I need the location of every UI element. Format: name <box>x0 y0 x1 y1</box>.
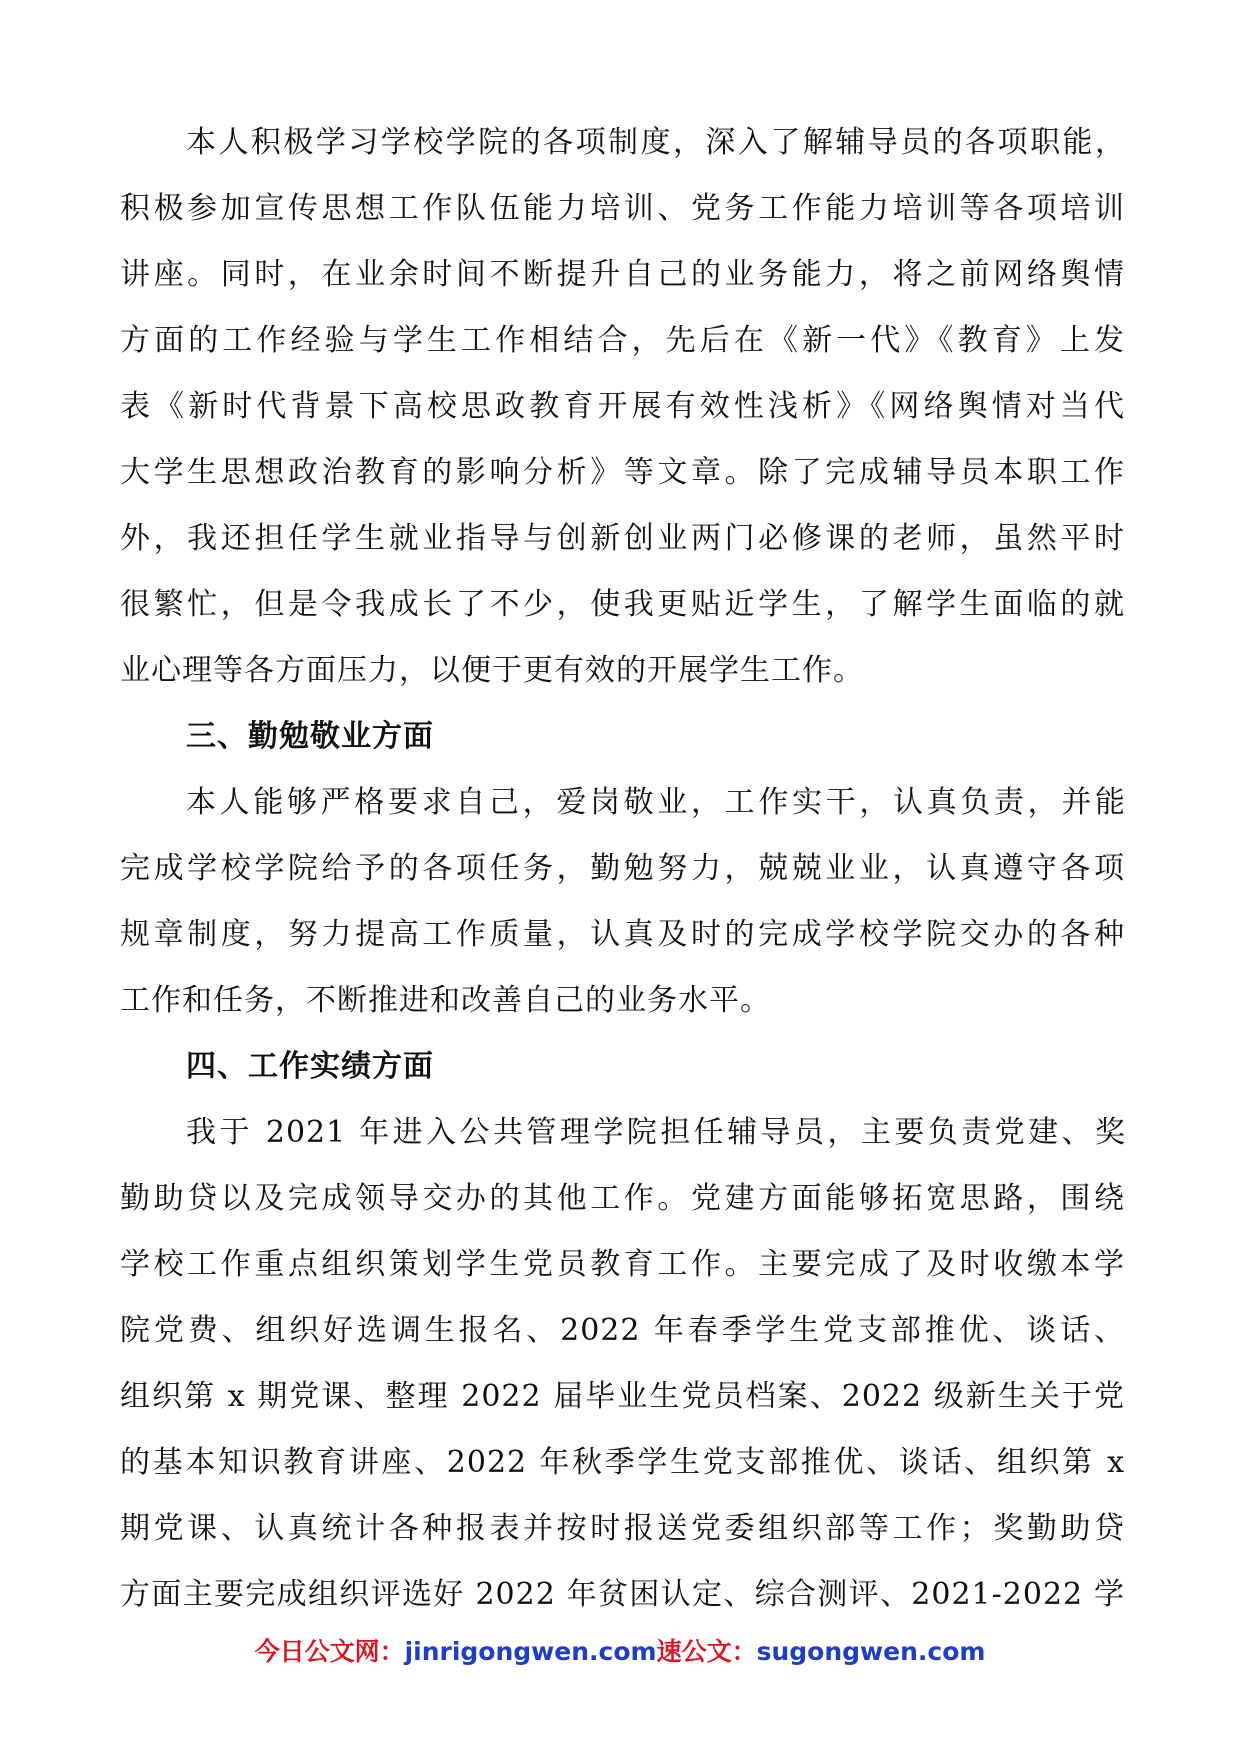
paragraph-line: 业心理等各方面压力，以便于更有效的开展学生工作。 <box>120 653 864 688</box>
paragraph-line: 方面的工作经验与学生工作相结合，先后在《新一代》《教育》上发 <box>120 323 1125 358</box>
paragraph-line: 我于 2021 年进入公共管理学院担任辅导员，主要负责党建、奖 <box>186 1115 1126 1150</box>
paragraph-line: 勤助贷以及完成领导交办的其他工作。党建方面能够拓宽思路，围绕 <box>120 1181 1125 1216</box>
paragraph-line: 积极参加宣传思想工作队伍能力培训、党务工作能力培训等各项培训 <box>120 191 1125 226</box>
footer-site-label-2: 速公文： <box>656 1637 757 1666</box>
footer-site-label-1: 今日公文网： <box>254 1637 405 1666</box>
paragraph-line: 规章制度，努力提高工作质量，认真及时的完成学校学院交办的各种 <box>120 917 1125 952</box>
paragraph-line: 期党课、认真统计各种报表并按时报送党委组织部等工作；奖勤助贷 <box>120 1511 1125 1546</box>
paragraph-line: 完成学校学院给予的各项任务，勤勉努力，兢兢业业，认真遵守各项 <box>120 851 1125 886</box>
footer-site-domain-1[interactable]: jinrigongwen.com <box>404 1637 657 1666</box>
paragraph-line: 组织第 x 期党课、整理 2022 届毕业生党员档案、2022 级新生关于党 <box>120 1379 1125 1414</box>
paragraph-line: 工作和任务，不断推进和改善自己的业务水平。 <box>120 983 771 1018</box>
paragraph-line: 表《新时代背景下高校思政教育开展有效性浅析》《网络舆情对当代 <box>120 389 1125 424</box>
paragraph-line: 学校工作重点组织策划学生党员教育工作。主要完成了及时收缴本学 <box>120 1247 1125 1282</box>
paragraph-line: 大学生思想政治教育的影响分析》等文章。除了完成辅导员本职工作 <box>120 455 1125 490</box>
footer-site-domain-2[interactable]: sugongwen.com <box>756 1637 986 1666</box>
paragraph-line: 很繁忙，但是令我成长了不少，使我更贴近学生，了解学生面临的就 <box>120 587 1125 622</box>
paragraph-line: 本人能够严格要求自己，爱岗敬业，工作实干，认真负责，并能 <box>186 785 1126 820</box>
paragraph-line: 外，我还担任学生就业指导与创新创业两门必修课的老师，虽然平时 <box>120 521 1125 556</box>
paragraph-line: 的基本知识教育讲座、2022 年秋季学生党支部推优、谈话、组织第 x <box>120 1445 1125 1480</box>
section-heading-4: 四、工作实绩方面 <box>186 1049 434 1084</box>
paragraph-line: 院党费、组织好选调生报名、2022 年春季学生党支部推优、谈话、 <box>120 1313 1125 1348</box>
paragraph-line: 方面主要完成组织评选好 2022 年贫困认定、综合测评、2021-2022 学 <box>120 1577 1125 1612</box>
paragraph-line: 本人积极学习学校学院的各项制度，深入了解辅导员的各项职能， <box>186 125 1126 160</box>
footer-watermark <box>0 1634 1240 1670</box>
section-heading-3: 三、勤勉敬业方面 <box>186 719 434 754</box>
paragraph-line: 讲座。同时，在业余时间不断提升自己的业务能力，将之前网络舆情 <box>120 257 1125 292</box>
